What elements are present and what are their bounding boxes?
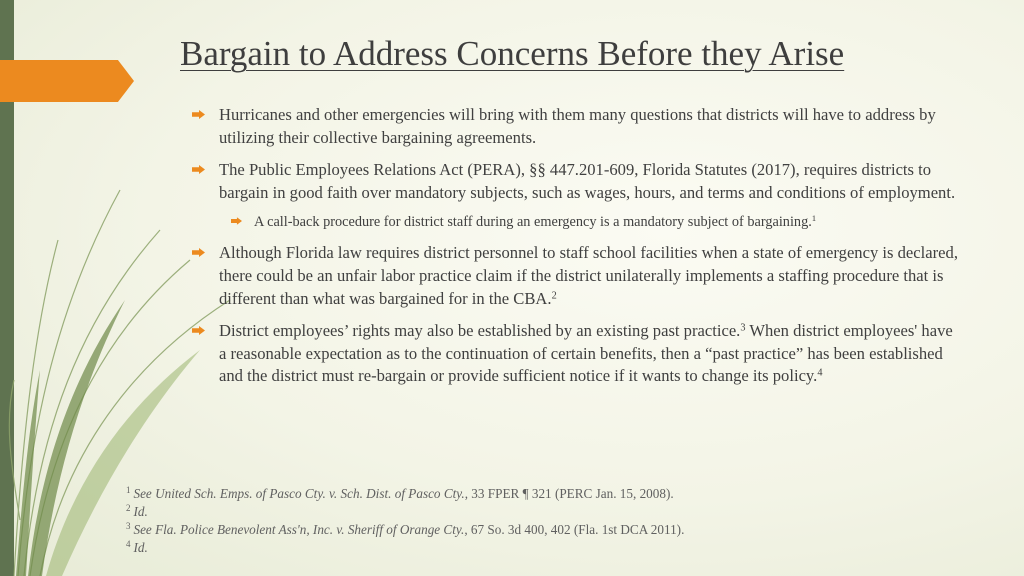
footnote bbox=[126, 521, 684, 539]
footnote bbox=[126, 539, 684, 557]
footnote-number: 3 bbox=[126, 521, 131, 532]
arrow-bullet-icon bbox=[192, 326, 205, 335]
bullet-item bbox=[190, 159, 960, 204]
arrow-bullet-icon bbox=[192, 110, 205, 119]
arrow-bullet-icon bbox=[192, 248, 205, 257]
bullet-text: Hurricanes and other emergencies will bring with them many questions that districts will have to address by utilizing their collective bargaining agreements. bbox=[219, 105, 936, 147]
footnote-citation: See United Sch. Emps. of Pasco Cty. v. Sch. Dist. of Pasco Cty. bbox=[133, 486, 465, 501]
footnote-citation: See Fla. Police Benevolent Ass'n, Inc. v. Sheriff of Orange Cty. bbox=[133, 522, 465, 537]
bullet-text: When district employees' have a reasonable expectation as to the continuation of certain benefits, then a “past practice” has been established and the district must re-bargain or provide sufficient notice if it wants to change its policy. bbox=[219, 321, 953, 386]
bullet-list bbox=[190, 104, 960, 398]
arrow-bullet-icon bbox=[231, 217, 242, 225]
bullet-item bbox=[190, 104, 960, 149]
bullet-text: Although Florida law requires district personnel to staff school facilities when a state of emergency is declared, there could be an unfair labor practice claim if the district unilaterally implements a staffing procedure that is different than what was bargained for in the CBA. bbox=[219, 243, 958, 308]
footnote-number: 2 bbox=[126, 503, 131, 514]
footnote-number: 1 bbox=[126, 485, 131, 496]
footnote-number: 4 bbox=[126, 539, 131, 550]
footnote-text: , 67 So. 3d 400, 402 (Fla. 1st DCA 2011). bbox=[464, 522, 685, 537]
bullet-text: District employees’ rights may also be established by an existing past practice. bbox=[219, 321, 741, 341]
slide-title: Bargain to Address Concerns Before they Arise bbox=[180, 34, 845, 73]
footnote-citation: Id. bbox=[133, 540, 148, 555]
footnote-ref: 1 bbox=[811, 213, 817, 224]
bullet-item bbox=[190, 242, 960, 310]
footnote bbox=[126, 485, 684, 503]
bullet-item bbox=[190, 320, 960, 388]
footnote bbox=[126, 503, 684, 521]
arrow-bullet-icon bbox=[192, 165, 205, 174]
title-accent-arrow bbox=[0, 60, 134, 102]
footnote-ref: 4 bbox=[817, 367, 823, 379]
footnotes bbox=[126, 485, 684, 557]
footnote-text: , 33 FPER ¶ 321 (PERC Jan. 15, 2008). bbox=[464, 486, 674, 501]
bullet-text: The Public Employees Relations Act (PERA), §§ 447.201-609, Florida Statutes (2017), requires districts to bargain in good faith over mandatory subjects, such as wages, hours, and terms and conditions of employment. bbox=[219, 160, 956, 202]
footnote-ref: 2 bbox=[551, 289, 557, 301]
footnote-ref: 3 bbox=[740, 322, 746, 334]
footnote-citation: Id. bbox=[133, 504, 148, 519]
bullet-text: A call-back procedure for district staff during an emergency is a mandatory subject of bargaining. bbox=[254, 214, 812, 231]
sub-bullet-item bbox=[230, 212, 960, 232]
